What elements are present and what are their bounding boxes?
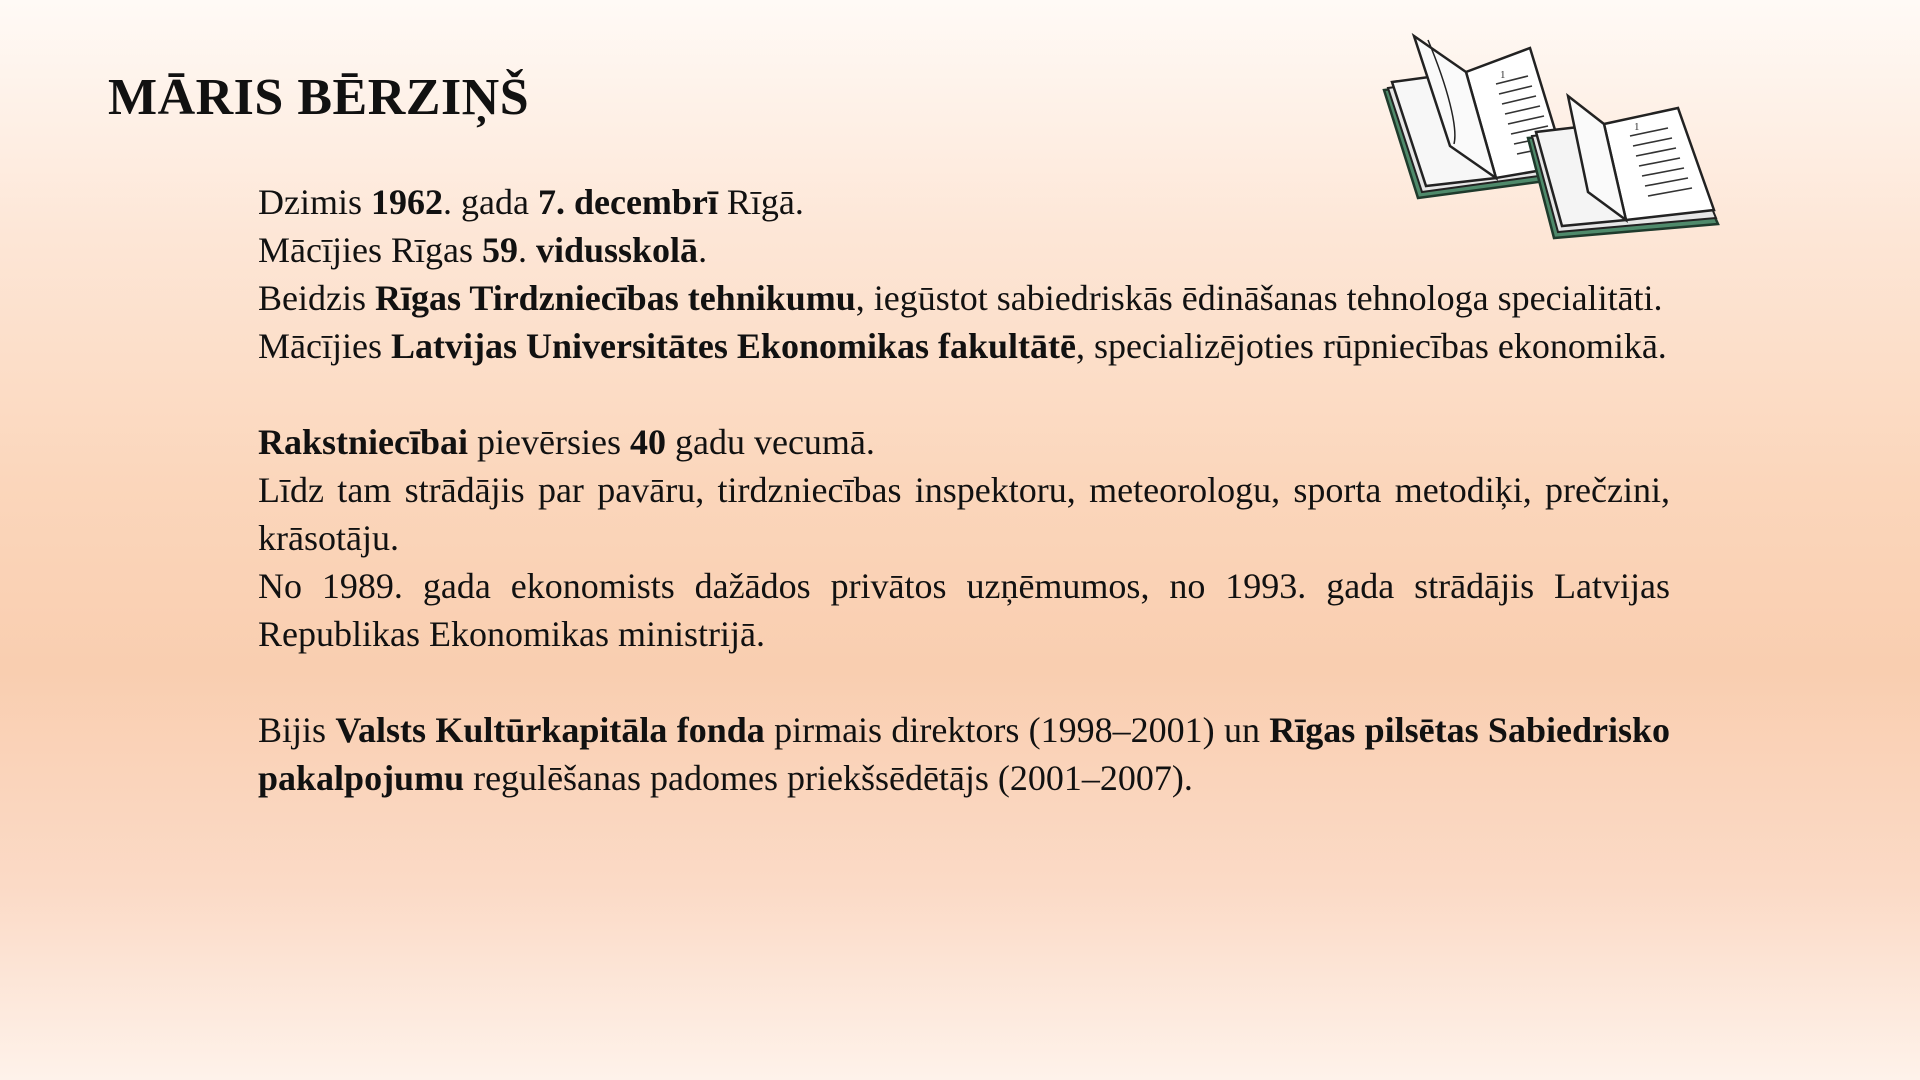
paragraph-economist: No 1989. gada ekonomists dažādos privātos uzņēmumos, no 1993. gada strādājis Latvijas Republikas Ekonomikas ministrijā.	[258, 566, 1670, 654]
paragraph-jobs: Līdz tam strādājis par pavāru, tirdzniecības inspektoru, meteorologu, sporta metodiķi, prečzini, krāsotāju.	[258, 470, 1670, 558]
svg-text:1: 1	[1500, 69, 1506, 81]
paragraph-university: Mācījies Latvijas Universitātes Ekonomikas fakultātē, specializējoties rūpniecības ekonomikā.	[258, 326, 1667, 366]
page-title: MĀRIS BĒRZIŅŠ	[108, 69, 530, 126]
svg-text:1: 1	[1634, 121, 1640, 133]
paragraph-birth: Dzimis 1962. gada 7. decembrī Rīgā.	[258, 182, 804, 222]
paragraph-spacer	[258, 658, 1670, 706]
paragraph-writing: Rakstniecībai pievērsies 40 gadu vecumā.	[258, 422, 875, 462]
biography-text	[258, 178, 1670, 802]
paragraph-spacer	[258, 370, 1670, 418]
paragraph-director: Bijis Valsts Kultūrkapitāla fonda pirmais direktors (1998–2001) un Rīgas pilsētas Sabiedrisko pakalpojumu regulēšanas padomes priekšsēdētājs (2001–2007).	[258, 710, 1670, 798]
paragraph-school: Mācījies Rīgas 59. vidusskolā.	[258, 230, 708, 270]
paragraph-technical-school: Beidzis Rīgas Tirdzniecības tehnikumu, iegūstot sabiedriskās ēdināšanas tehnologa specialitāti.	[258, 278, 1663, 318]
